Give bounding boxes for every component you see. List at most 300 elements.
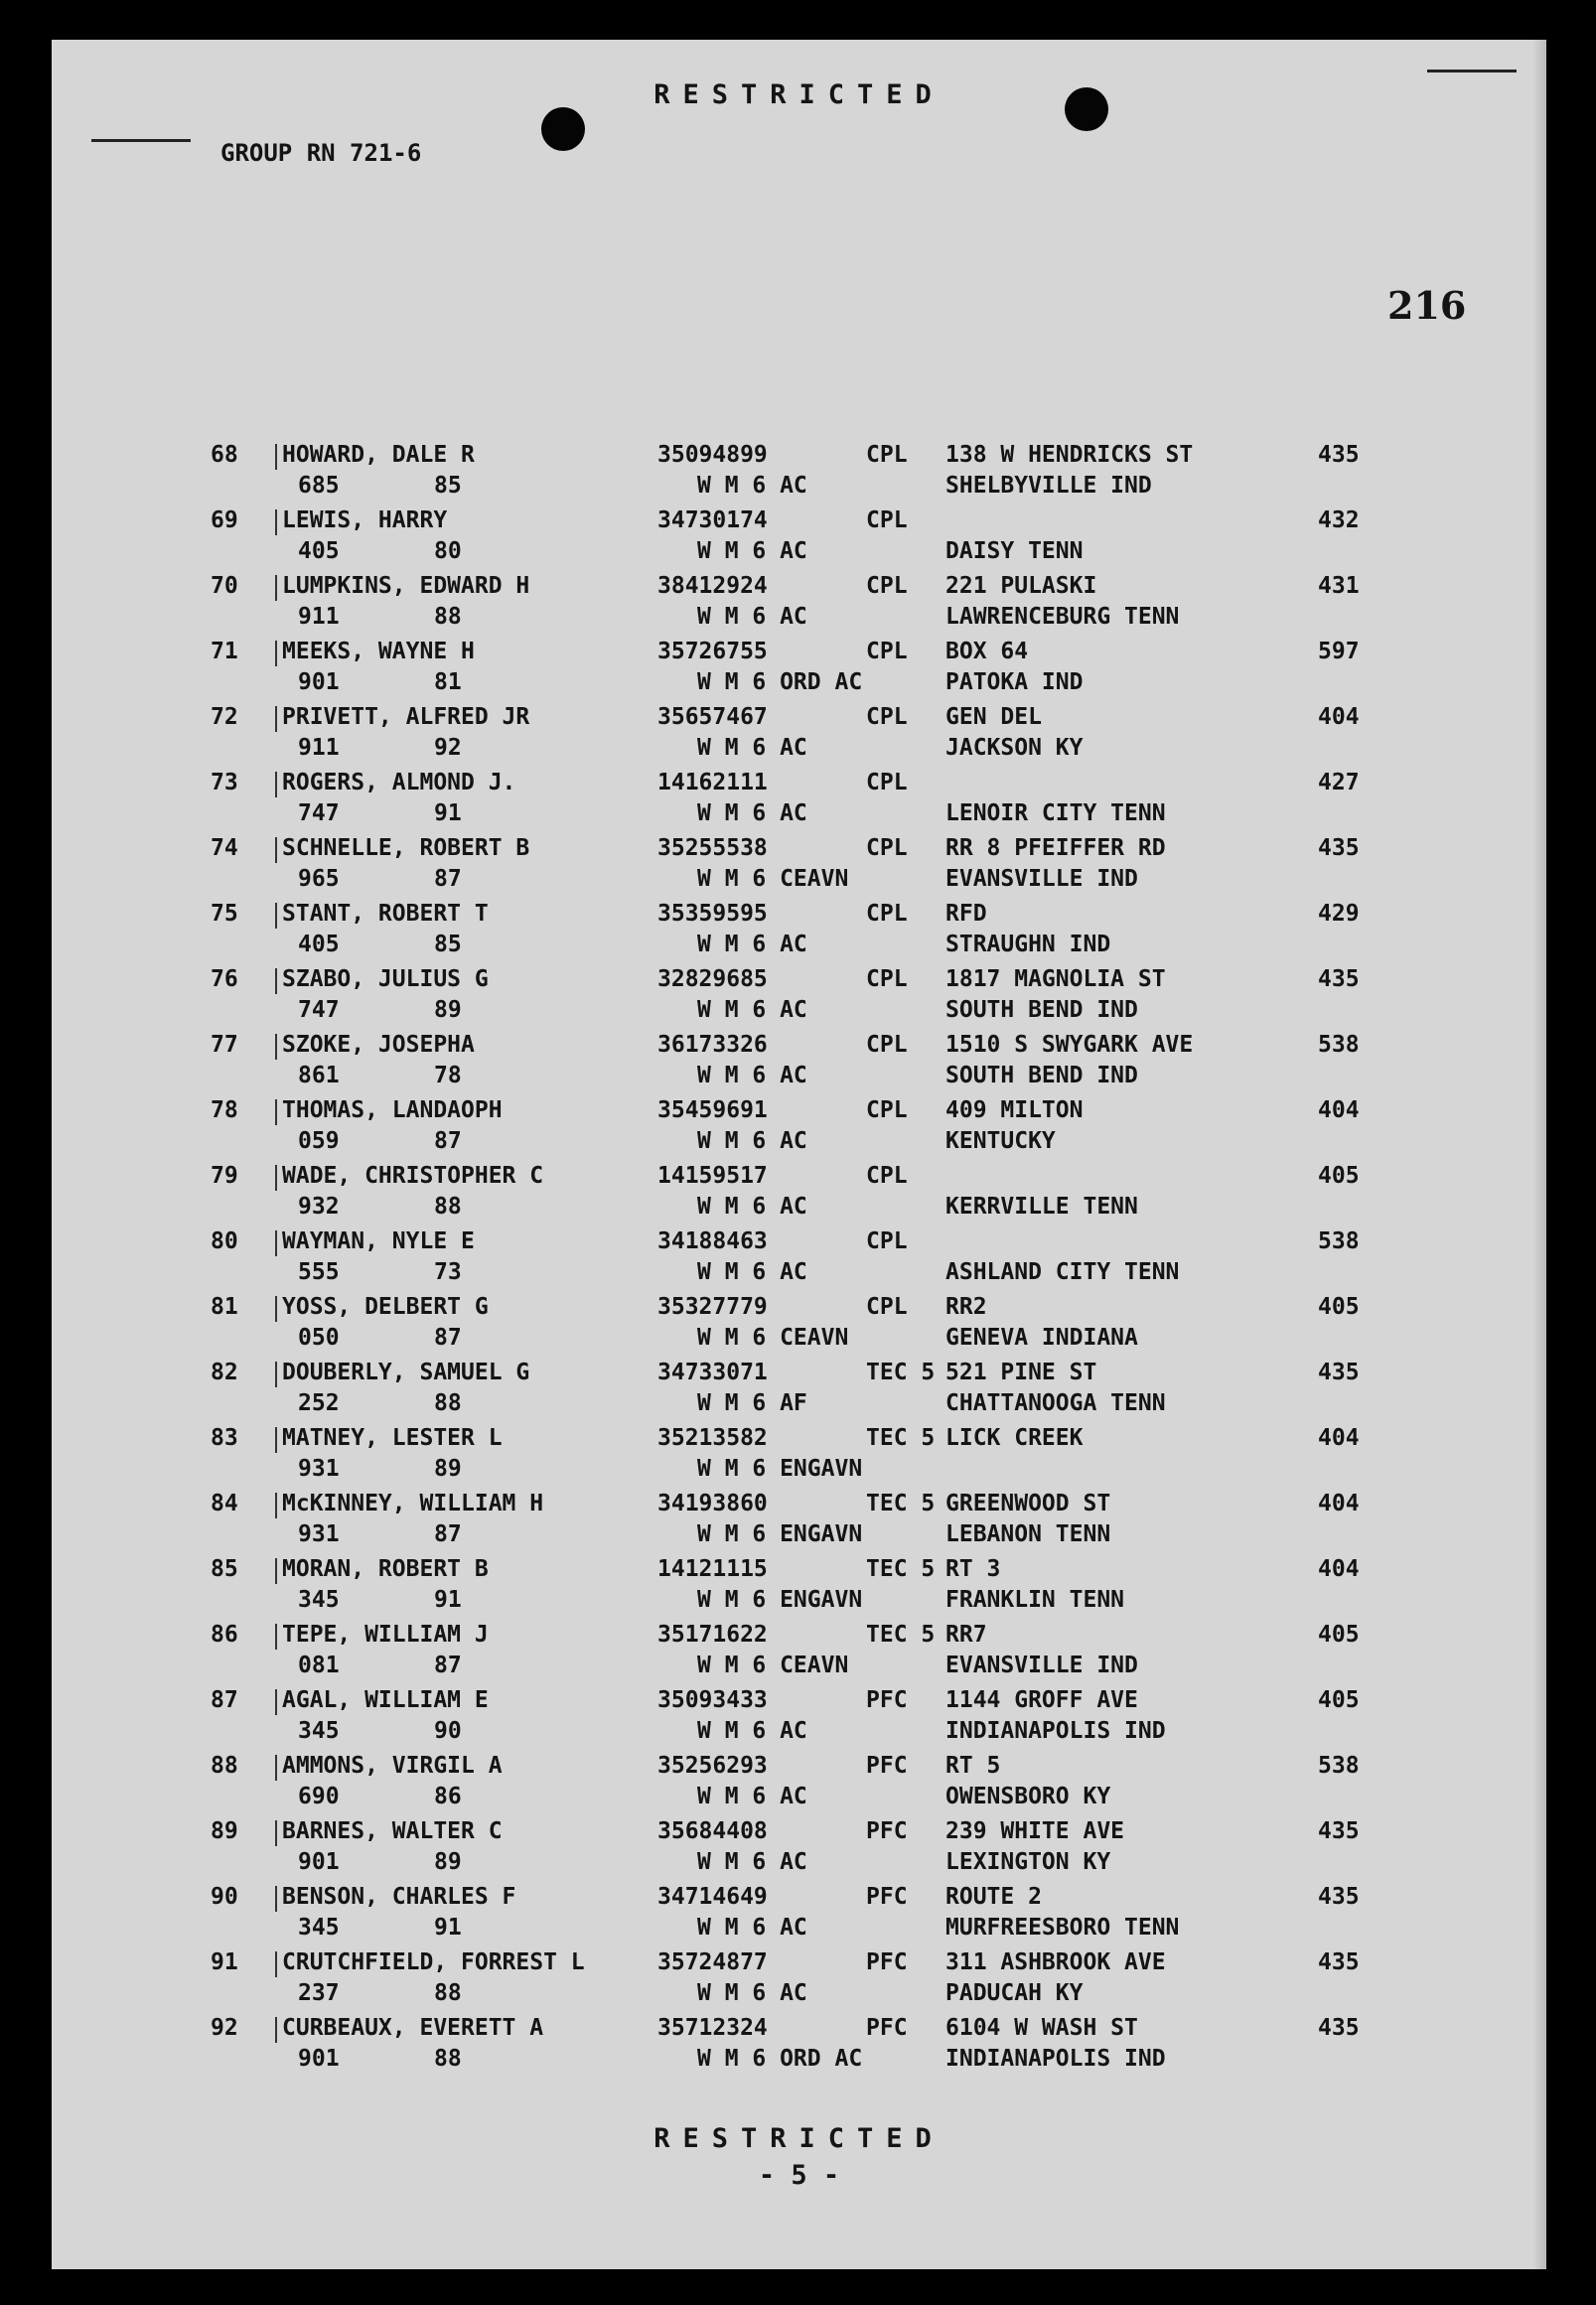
- entry-addr2: JACKSON KY: [945, 735, 1084, 761]
- entry-num: 80: [211, 1228, 238, 1254]
- entry-code3: 404: [1318, 1425, 1360, 1451]
- entry-name: DOUBERLY, SAMUEL G: [282, 1360, 530, 1385]
- entry-code2: 91: [434, 1915, 462, 1941]
- entry-serial: 35171622: [657, 1622, 768, 1648]
- roster-entry: [52, 966, 1546, 1032]
- entry-margin-bar: [275, 968, 277, 994]
- entry-addr2: INDIANAPOLIS IND: [945, 1718, 1166, 1744]
- roster-entry: [52, 2015, 1546, 2081]
- entry-code2: 87: [434, 1653, 462, 1678]
- entry-num: 90: [211, 1884, 238, 1910]
- entry-grade: PFC: [866, 1949, 908, 1975]
- entry-code2: 85: [434, 932, 462, 957]
- entry-name: MEEKS, WAYNE H: [282, 639, 475, 664]
- entry-addr2: KENTUCKY: [945, 1128, 1056, 1154]
- entry-serial: 34733071: [657, 1360, 768, 1385]
- entry-addr1: 1817 MAGNOLIA ST: [945, 966, 1166, 992]
- entry-code1: 405: [298, 932, 340, 957]
- entry-margin-bar: [275, 575, 277, 601]
- entry-num: 73: [211, 770, 238, 795]
- entry-grade: CPL: [866, 966, 908, 992]
- entry-grade: TEC 5: [866, 1360, 936, 1385]
- roster-entry: [52, 1228, 1546, 1294]
- entry-serial: 35459691: [657, 1097, 768, 1123]
- entry-code3: 435: [1318, 1949, 1360, 1975]
- entry-name: SCHNELLE, ROBERT B: [282, 835, 530, 861]
- entry-grade: CPL: [866, 442, 908, 468]
- entry-addr2: EVANSVILLE IND: [945, 866, 1138, 892]
- entry-margin-bar: [275, 1689, 277, 1715]
- entry-code2: 87: [434, 1521, 462, 1547]
- roster-entry: [52, 1294, 1546, 1360]
- entry-grade: CPL: [866, 704, 908, 730]
- entry-addr2: KERRVILLE TENN: [945, 1194, 1138, 1220]
- entry-num: 78: [211, 1097, 238, 1123]
- entry-addr1: 311 ASHBROOK AVE: [945, 1949, 1166, 1975]
- entry-serial: 38412924: [657, 573, 768, 599]
- entry-num: 87: [211, 1687, 238, 1713]
- entry-code2: 86: [434, 1784, 462, 1809]
- entry-num: 76: [211, 966, 238, 992]
- entry-name: LEWIS, HARRY: [282, 507, 448, 533]
- entry-serial: 32829685: [657, 966, 768, 992]
- entry-branch: W M 6 AC: [697, 1915, 807, 1941]
- entry-code3: 431: [1318, 573, 1360, 599]
- entry-code1: 911: [298, 735, 340, 761]
- entry-grade: CPL: [866, 1294, 908, 1320]
- entry-addr2: FRANKLIN TENN: [945, 1587, 1125, 1613]
- entry-name: AGAL, WILLIAM E: [282, 1687, 489, 1713]
- entry-code2: 91: [434, 800, 462, 826]
- entry-code1: 901: [298, 669, 340, 695]
- entry-margin-bar: [275, 1886, 277, 1912]
- entry-margin-bar: [275, 1624, 277, 1650]
- entry-code1: 747: [298, 800, 340, 826]
- entry-num: 89: [211, 1818, 238, 1844]
- entry-branch: W M 6 CEAVN: [697, 1653, 849, 1678]
- restricted-footer: RESTRICTED: [653, 2123, 944, 2154]
- entry-serial: 35255538: [657, 835, 768, 861]
- roster-entry: [52, 1687, 1546, 1753]
- entry-code2: 81: [434, 669, 462, 695]
- entry-grade: CPL: [866, 770, 908, 795]
- entry-margin-bar: [275, 2017, 277, 2043]
- entry-grade: CPL: [866, 1163, 908, 1189]
- entry-code3: 597: [1318, 639, 1360, 664]
- entry-name: CURBEAUX, EVERETT A: [282, 2015, 544, 2041]
- entry-code3: 538: [1318, 1753, 1360, 1779]
- roster-entry: [52, 573, 1546, 639]
- entry-name: BARNES, WALTER C: [282, 1818, 503, 1844]
- entry-num: 72: [211, 704, 238, 730]
- entry-branch: W M 6 AC: [697, 1128, 807, 1154]
- margin-dash-left: [91, 139, 191, 142]
- entry-serial: 14121115: [657, 1556, 768, 1582]
- entry-code2: 89: [434, 1456, 462, 1482]
- entry-code1: 555: [298, 1259, 340, 1285]
- entry-code3: 405: [1318, 1294, 1360, 1320]
- entry-grade: TEC 5: [866, 1622, 936, 1648]
- entry-name: AMMONS, VIRGIL A: [282, 1753, 503, 1779]
- entry-branch: W M 6 CEAVN: [697, 1325, 849, 1351]
- entry-margin-bar: [275, 641, 277, 666]
- entry-serial: 35684408: [657, 1818, 768, 1844]
- entry-name: SZOKE, JOSEPHA: [282, 1032, 475, 1058]
- entry-addr1: RR2: [945, 1294, 987, 1320]
- entry-code3: 538: [1318, 1228, 1360, 1254]
- page-number-right: 216: [1387, 283, 1467, 328]
- roster-entry: [52, 1622, 1546, 1687]
- entry-branch: W M 6 AC: [697, 604, 807, 630]
- roster-entry: [52, 1818, 1546, 1884]
- entry-grade: CPL: [866, 1228, 908, 1254]
- entry-addr1: LICK CREEK: [945, 1425, 1084, 1451]
- entry-code2: 88: [434, 1980, 462, 2006]
- entry-code1: 405: [298, 538, 340, 564]
- entry-branch: W M 6 AC: [697, 473, 807, 499]
- entry-margin-bar: [275, 444, 277, 470]
- roster-entry: [52, 1556, 1546, 1622]
- entry-addr2: SHELBYVILLE IND: [945, 473, 1152, 499]
- entry-margin-bar: [275, 1427, 277, 1453]
- entry-name: BENSON, CHARLES F: [282, 1884, 516, 1910]
- entry-code3: 405: [1318, 1687, 1360, 1713]
- entry-addr2: SOUTH BEND IND: [945, 997, 1138, 1023]
- entry-code3: 404: [1318, 1556, 1360, 1582]
- entry-addr2: CHATTANOOGA TENN: [945, 1390, 1166, 1416]
- entry-serial: 35657467: [657, 704, 768, 730]
- entry-num: 84: [211, 1491, 238, 1516]
- entry-code2: 88: [434, 1390, 462, 1416]
- entry-name: WAYMAN, NYLE E: [282, 1228, 475, 1254]
- entry-grade: CPL: [866, 901, 908, 927]
- entry-name: PRIVETT, ALFRED JR: [282, 704, 530, 730]
- entry-num: 81: [211, 1294, 238, 1320]
- entry-grade: TEC 5: [866, 1491, 936, 1516]
- entry-serial: 35359595: [657, 901, 768, 927]
- entry-code2: 85: [434, 473, 462, 499]
- entry-branch: W M 6 AC: [697, 932, 807, 957]
- roster-entry: [52, 639, 1546, 704]
- roster-entry: [52, 1949, 1546, 2015]
- entry-serial: 35327779: [657, 1294, 768, 1320]
- punch-hole-left: [541, 107, 585, 151]
- entry-margin-bar: [275, 1165, 277, 1191]
- entry-code2: 78: [434, 1063, 462, 1088]
- entry-addr1: RR7: [945, 1622, 987, 1648]
- entry-code2: 88: [434, 1194, 462, 1220]
- entry-code3: 405: [1318, 1622, 1360, 1648]
- entry-serial: 35712324: [657, 2015, 768, 2041]
- entry-branch: W M 6 AC: [697, 1063, 807, 1088]
- entry-addr1: 138 W HENDRICKS ST: [945, 442, 1194, 468]
- entry-branch: W M 6 ENGAVN: [697, 1587, 863, 1613]
- entry-num: 82: [211, 1360, 238, 1385]
- entry-serial: 34188463: [657, 1228, 768, 1254]
- entry-code1: 911: [298, 604, 340, 630]
- entry-addr1: 221 PULASKI: [945, 573, 1097, 599]
- entry-serial: 35726755: [657, 639, 768, 664]
- entry-code3: 435: [1318, 1360, 1360, 1385]
- entry-margin-bar: [275, 1951, 277, 1977]
- entry-code3: 404: [1318, 1491, 1360, 1516]
- entry-num: 70: [211, 573, 238, 599]
- entry-name: YOSS, DELBERT G: [282, 1294, 489, 1320]
- entry-addr1: RFD: [945, 901, 987, 927]
- margin-dash-right: [1427, 70, 1517, 72]
- entry-grade: PFC: [866, 1753, 908, 1779]
- entry-addr1: RT 3: [945, 1556, 1001, 1582]
- roster-entry: [52, 1097, 1546, 1163]
- entry-serial: 34193860: [657, 1491, 768, 1516]
- entry-code2: 87: [434, 1325, 462, 1351]
- entry-code2: 89: [434, 997, 462, 1023]
- entry-addr1: BOX 64: [945, 639, 1029, 664]
- restricted-header: RESTRICTED: [653, 79, 944, 110]
- entry-code2: 87: [434, 1128, 462, 1154]
- entry-code1: 861: [298, 1063, 340, 1088]
- entry-branch: W M 6 AC: [697, 1194, 807, 1220]
- entry-code3: 404: [1318, 704, 1360, 730]
- entry-addr1: 409 MILTON: [945, 1097, 1084, 1123]
- entry-name: LUMPKINS, EDWARD H: [282, 573, 530, 599]
- group-label: GROUP RN 721-6: [220, 139, 422, 167]
- entry-grade: PFC: [866, 2015, 908, 2041]
- entry-grade: CPL: [866, 835, 908, 861]
- entry-margin-bar: [275, 1230, 277, 1256]
- entry-num: 88: [211, 1753, 238, 1779]
- roster-entry: [52, 835, 1546, 901]
- entry-code1: 747: [298, 997, 340, 1023]
- entry-addr2: LAWRENCEBURG TENN: [945, 604, 1180, 630]
- entry-addr2: MURFREESBORO TENN: [945, 1915, 1180, 1941]
- entry-branch: W M 6 AC: [697, 538, 807, 564]
- entry-addr2: PATOKA IND: [945, 669, 1084, 695]
- entry-name: CRUTCHFIELD, FORREST L: [282, 1949, 585, 1975]
- entry-margin-bar: [275, 837, 277, 863]
- entry-addr2: LENOIR CITY TENN: [945, 800, 1166, 826]
- entry-code3: 405: [1318, 1163, 1360, 1189]
- entry-name: HOWARD, DALE R: [282, 442, 475, 468]
- page-number-bottom: - 5 -: [758, 2160, 840, 2191]
- entry-serial: 35213582: [657, 1425, 768, 1451]
- entry-margin-bar: [275, 1296, 277, 1322]
- entry-num: 91: [211, 1949, 238, 1975]
- roster-entry: [52, 704, 1546, 770]
- entry-addr2: PADUCAH KY: [945, 1980, 1084, 2006]
- roster-entry: [52, 1753, 1546, 1818]
- entry-code1: 081: [298, 1653, 340, 1678]
- roster-entry: [52, 1884, 1546, 1949]
- entry-margin-bar: [275, 1493, 277, 1518]
- entry-addr2: EVANSVILLE IND: [945, 1653, 1138, 1678]
- entry-serial: 14159517: [657, 1163, 768, 1189]
- entry-code1: 901: [298, 1849, 340, 1875]
- entry-margin-bar: [275, 1362, 277, 1387]
- entry-branch: W M 6 AC: [697, 1259, 807, 1285]
- entry-grade: TEC 5: [866, 1425, 936, 1451]
- entry-code1: 050: [298, 1325, 340, 1351]
- entry-branch: W M 6 AC: [697, 800, 807, 826]
- entry-serial: 34714649: [657, 1884, 768, 1910]
- entry-num: 85: [211, 1556, 238, 1582]
- entry-addr2: GENEVA INDIANA: [945, 1325, 1138, 1351]
- entry-serial: 35094899: [657, 442, 768, 468]
- entry-num: 68: [211, 442, 238, 468]
- entry-margin-bar: [275, 706, 277, 732]
- entry-code1: 965: [298, 866, 340, 892]
- entry-name: THOMAS, LANDAOPH: [282, 1097, 503, 1123]
- entry-code2: 91: [434, 1587, 462, 1613]
- entry-name: McKINNEY, WILLIAM H: [282, 1491, 544, 1516]
- entry-margin-bar: [275, 1099, 277, 1125]
- entry-addr1: 239 WHITE AVE: [945, 1818, 1125, 1844]
- entry-margin-bar: [275, 1755, 277, 1781]
- entry-code3: 404: [1318, 1097, 1360, 1123]
- entry-code3: 435: [1318, 1818, 1360, 1844]
- entry-branch: W M 6 AC: [697, 735, 807, 761]
- entry-grade: CPL: [866, 1032, 908, 1058]
- entry-num: 69: [211, 507, 238, 533]
- entry-code1: 690: [298, 1784, 340, 1809]
- entry-code3: 432: [1318, 507, 1360, 533]
- roster-entry: [52, 507, 1546, 573]
- roster-entry: [52, 1360, 1546, 1425]
- entry-addr2: LEXINGTON KY: [945, 1849, 1111, 1875]
- entry-code1: 237: [298, 1980, 340, 2006]
- entry-grade: PFC: [866, 1884, 908, 1910]
- entry-addr2: DAISY TENN: [945, 538, 1084, 564]
- entry-addr1: GREENWOOD ST: [945, 1491, 1111, 1516]
- entry-branch: W M 6 AC: [697, 1849, 807, 1875]
- entry-code1: 345: [298, 1718, 340, 1744]
- roster-entry: [52, 1425, 1546, 1491]
- entry-code3: 435: [1318, 2015, 1360, 2041]
- entry-addr2: LEBANON TENN: [945, 1521, 1111, 1547]
- entry-branch: W M 6 AC: [697, 1784, 807, 1809]
- entry-serial: 34730174: [657, 507, 768, 533]
- entry-code2: 88: [434, 2046, 462, 2072]
- entry-addr1: RT 5: [945, 1753, 1001, 1779]
- roster-entry: [52, 770, 1546, 835]
- entry-num: 92: [211, 2015, 238, 2041]
- entry-code2: 92: [434, 735, 462, 761]
- roster-entry: [52, 1163, 1546, 1228]
- entry-grade: PFC: [866, 1687, 908, 1713]
- entry-branch: W M 6 ENGAVN: [697, 1521, 863, 1547]
- entry-margin-bar: [275, 1820, 277, 1846]
- entry-serial: 35256293: [657, 1753, 768, 1779]
- entry-margin-bar: [275, 772, 277, 797]
- entry-code1: 932: [298, 1194, 340, 1220]
- entry-code2: 87: [434, 866, 462, 892]
- entry-code2: 73: [434, 1259, 462, 1285]
- entry-code3: 429: [1318, 901, 1360, 927]
- entry-code1: 931: [298, 1521, 340, 1547]
- entry-num: 86: [211, 1622, 238, 1648]
- entry-grade: CPL: [866, 639, 908, 664]
- entry-serial: 35093433: [657, 1687, 768, 1713]
- entry-grade: CPL: [866, 1097, 908, 1123]
- entry-name: STANT, ROBERT T: [282, 901, 489, 927]
- entry-branch: W M 6 AC: [697, 997, 807, 1023]
- entry-branch: W M 6 AC: [697, 1718, 807, 1744]
- entry-name: SZABO, JULIUS G: [282, 966, 489, 992]
- entry-grade: PFC: [866, 1818, 908, 1844]
- entry-num: 75: [211, 901, 238, 927]
- entry-code1: 901: [298, 2046, 340, 2072]
- entry-margin-bar: [275, 1558, 277, 1584]
- entry-grade: CPL: [866, 507, 908, 533]
- entry-code3: 435: [1318, 835, 1360, 861]
- document-page: [52, 40, 1546, 2269]
- entry-code2: 89: [434, 1849, 462, 1875]
- entry-addr2: STRAUGHN IND: [945, 932, 1111, 957]
- entry-margin-bar: [275, 1034, 277, 1060]
- entry-serial: 36173326: [657, 1032, 768, 1058]
- entry-branch: W M 6 CEAVN: [697, 866, 849, 892]
- entry-code3: 427: [1318, 770, 1360, 795]
- entry-code2: 80: [434, 538, 462, 564]
- entry-grade: CPL: [866, 573, 908, 599]
- entry-addr1: GEN DEL: [945, 704, 1042, 730]
- entry-num: 74: [211, 835, 238, 861]
- entry-name: WADE, CHRISTOPHER C: [282, 1163, 544, 1189]
- entry-grade: TEC 5: [866, 1556, 936, 1582]
- entry-code1: 252: [298, 1390, 340, 1416]
- entry-margin-bar: [275, 509, 277, 535]
- roster-entry: [52, 442, 1546, 507]
- entry-code3: 435: [1318, 966, 1360, 992]
- entry-code1: 345: [298, 1915, 340, 1941]
- entry-branch: W M 6 ENGAVN: [697, 1456, 863, 1482]
- entry-code1: 345: [298, 1587, 340, 1613]
- entry-num: 71: [211, 639, 238, 664]
- entry-code1: 685: [298, 473, 340, 499]
- entry-branch: W M 6 ORD AC: [697, 2046, 863, 2072]
- entry-margin-bar: [275, 903, 277, 929]
- entry-addr1: 1510 S SWYGARK AVE: [945, 1032, 1194, 1058]
- entry-addr1: 6104 W WASH ST: [945, 2015, 1138, 2041]
- entry-addr2: INDIANAPOLIS IND: [945, 2046, 1166, 2072]
- entry-addr1: RR 8 PFEIFFER RD: [945, 835, 1166, 861]
- entry-code3: 538: [1318, 1032, 1360, 1058]
- entry-name: MORAN, ROBERT B: [282, 1556, 489, 1582]
- entry-serial: 35724877: [657, 1949, 768, 1975]
- entry-name: MATNEY, LESTER L: [282, 1425, 503, 1451]
- entry-branch: W M 6 ORD AC: [697, 669, 863, 695]
- entry-code1: 931: [298, 1456, 340, 1482]
- entry-addr2: SOUTH BEND IND: [945, 1063, 1138, 1088]
- entry-addr2: ASHLAND CITY TENN: [945, 1259, 1180, 1285]
- entry-num: 83: [211, 1425, 238, 1451]
- entry-addr1: 1144 GROFF AVE: [945, 1687, 1138, 1713]
- entry-num: 77: [211, 1032, 238, 1058]
- entry-code1: 059: [298, 1128, 340, 1154]
- entry-code3: 435: [1318, 1884, 1360, 1910]
- entry-name: ROGERS, ALMOND J.: [282, 770, 516, 795]
- entry-branch: W M 6 AF: [697, 1390, 807, 1416]
- entry-branch: W M 6 AC: [697, 1980, 807, 2006]
- entry-code2: 88: [434, 604, 462, 630]
- entry-name: TEPE, WILLIAM J: [282, 1622, 489, 1648]
- entry-code2: 90: [434, 1718, 462, 1744]
- entry-num: 79: [211, 1163, 238, 1189]
- entry-addr1: 521 PINE ST: [945, 1360, 1097, 1385]
- roster-entry: [52, 1032, 1546, 1097]
- roster-entry: [52, 1491, 1546, 1556]
- entry-addr1: ROUTE 2: [945, 1884, 1042, 1910]
